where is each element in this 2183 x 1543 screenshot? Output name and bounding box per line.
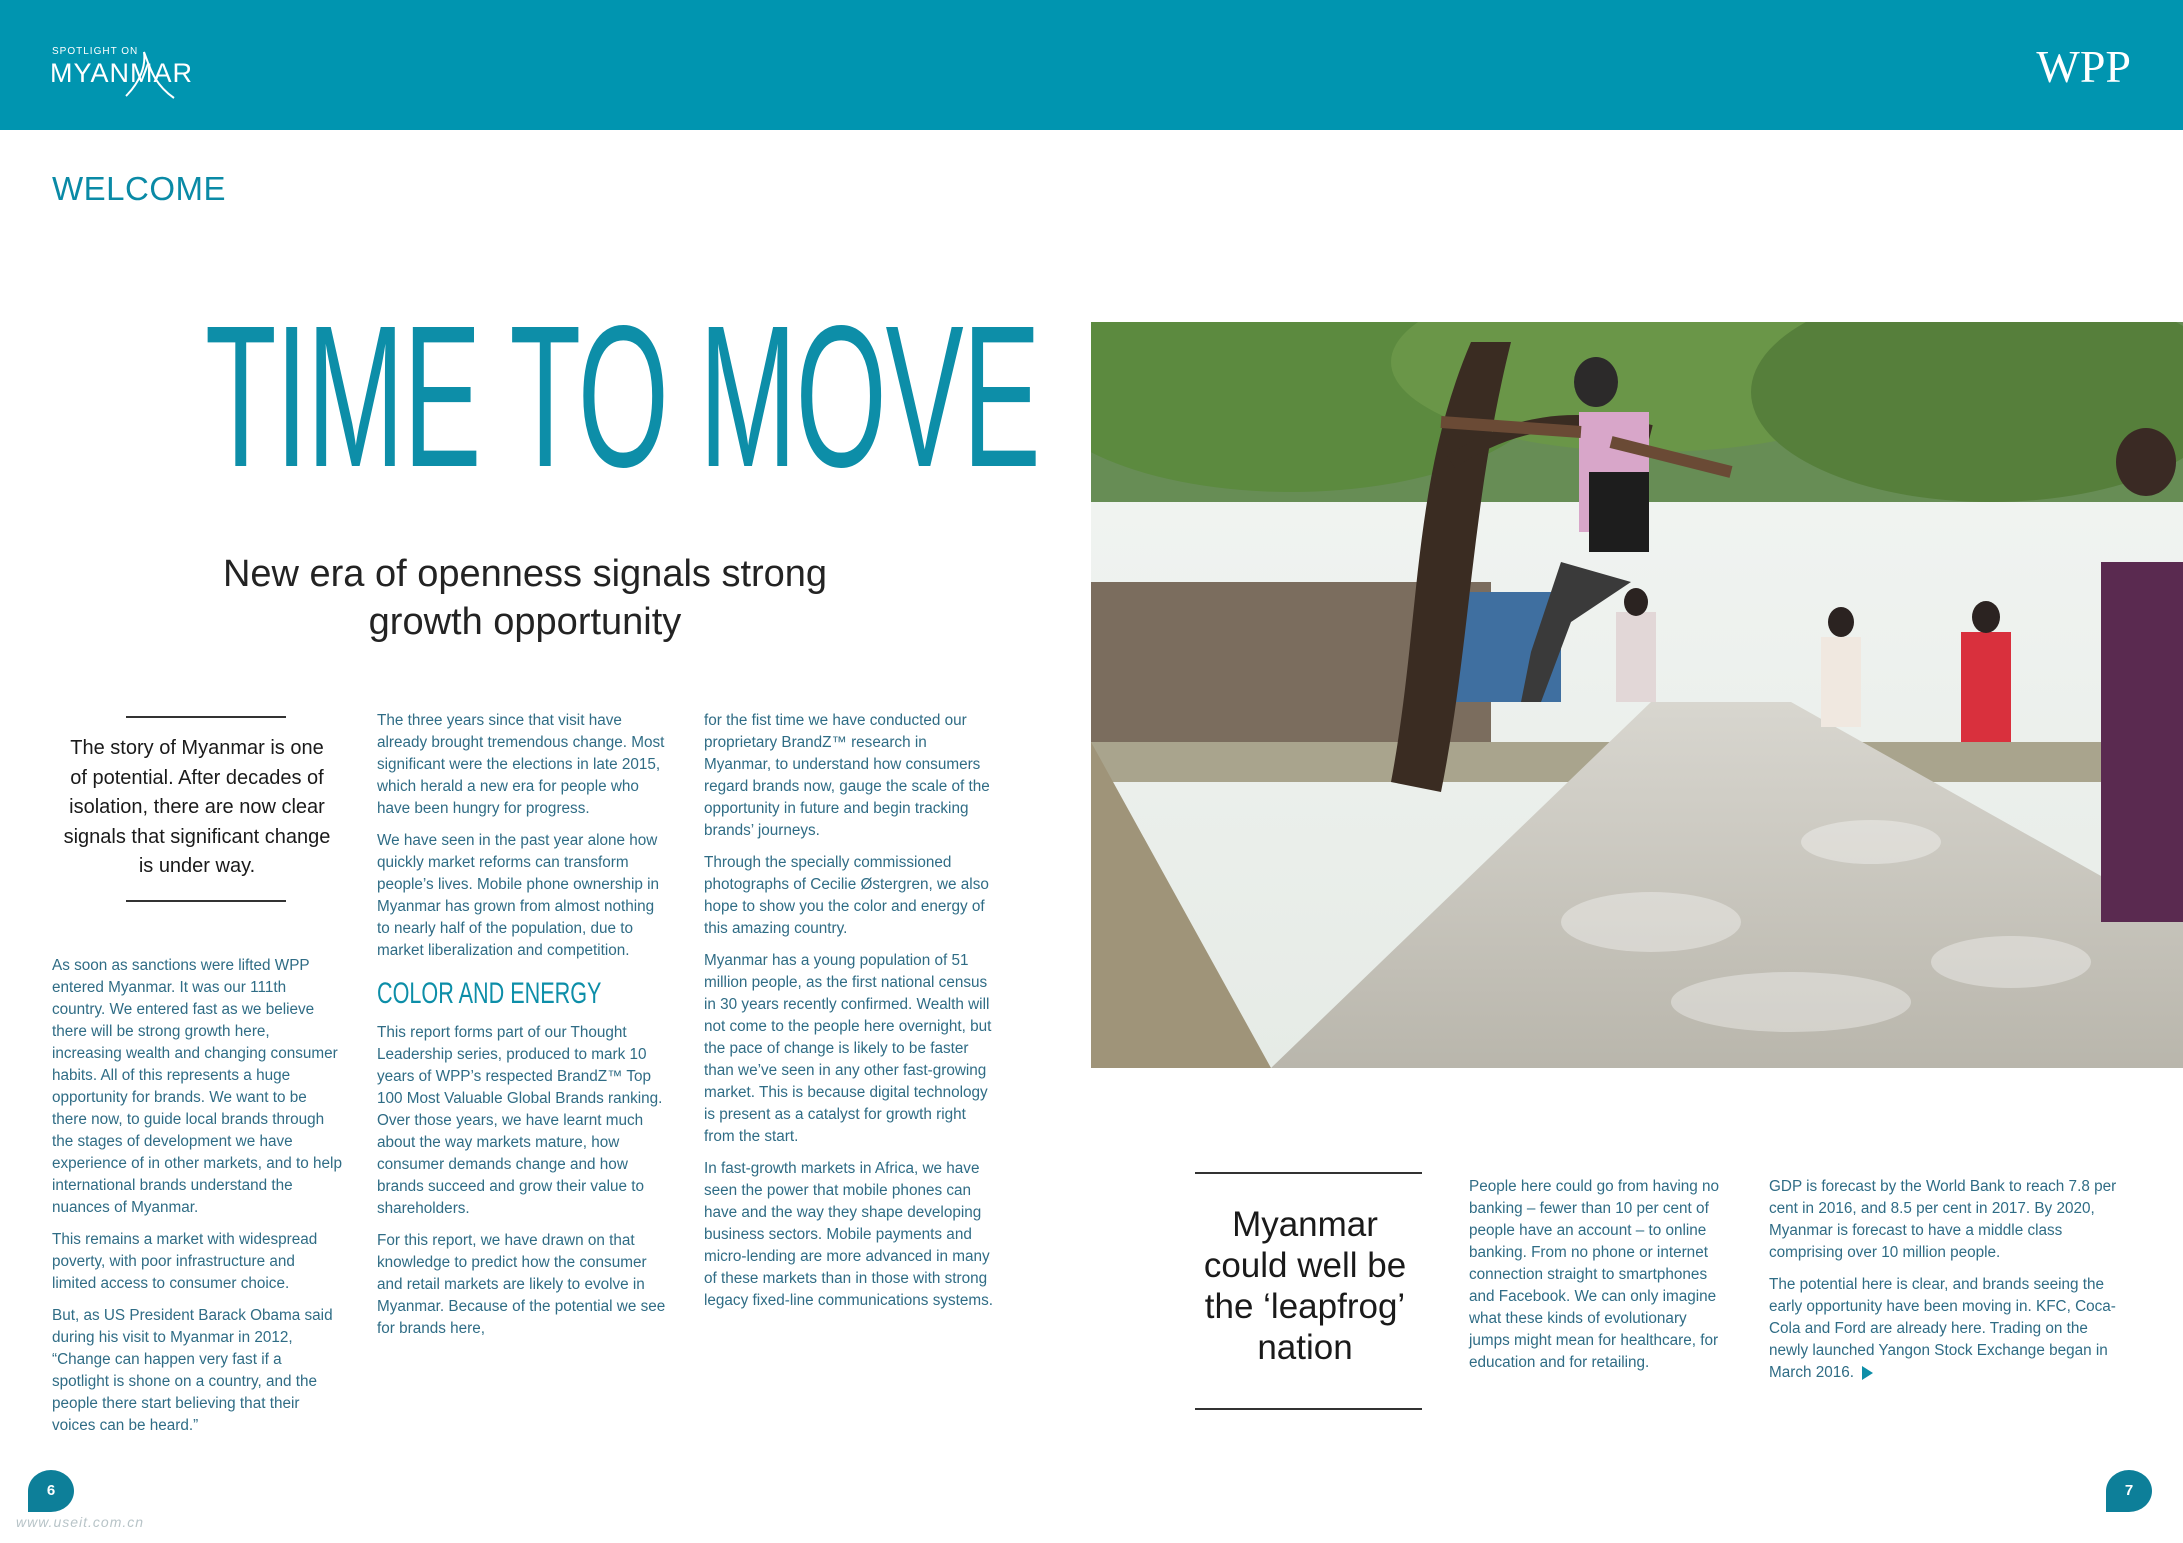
paragraph-text: The potential here is clear, and brands seeing the early opportunity have been moving in. KFC, Coca-Cola and Ford are already here. Trading on the newly launched Yangon Stock Exchange began in March 2016. (1769, 1276, 2116, 1381)
divider (1195, 1172, 1422, 1174)
paragraph: This remains a market with widespread poverty, with poor infrastructure and limited access to consumer choice. (52, 1231, 318, 1292)
paragraph: The three years since that visit have already brought tremendous change. Most significant were the elections in late 2015, which herald a new era for people who have been hungry for progress. (377, 712, 665, 817)
divider (126, 900, 286, 902)
paragraph: This report forms part of our Thought Leadership series, produced to mark 10 years of WPP’s respected BrandZ™ Top 100 Most Valuable Global Brands ranking. Over those years, we have learnt much about the way markets mature, how consumer demands change and how brands succeed and grow their value to shareholders. (377, 1024, 663, 1217)
paragraph: GDP is forecast by the World Bank to reach 7.8 per cent in 2016, and 8.5 per cent in 2017. By 2020, Myanmar is forecast to have a middle class comprising over 10 million people. (1769, 1178, 2117, 1261)
logo-tagline: SPOTLIGHT ON (52, 46, 139, 57)
body-column-2 (377, 710, 667, 1350)
pull-quote: Myanmar could well be the ‘leapfrog’ nation (1203, 1205, 1407, 1367)
divider (126, 716, 286, 718)
header-bar (0, 0, 2183, 130)
paragraph: Myanmar has a young population of 51 million people, as the first national census in 30 years recently confirmed. Wealth will not come to the people here overnight, but the pace of change is likely to be faster than we’ve seen in any other fast-growing market. This is because digital technology is present as a catalyst for growth right from the start. (704, 952, 992, 1145)
paragraph: In fast-growth markets in Africa, we have seen the power that mobile phones can have and the way they shape developing business sectors. Mobile payments and micro-lending are more advanced in many of these markets than in those with strong legacy fixed-line communications systems. (704, 1160, 994, 1309)
wpp-logo: WPP (2036, 41, 2131, 92)
paragraph (1769, 1274, 2119, 1384)
continue-arrow-icon[interactable] (1862, 1366, 1873, 1380)
photo-illustration (1091, 322, 2183, 1068)
headline: TIME TO MOVE (205, 283, 1040, 509)
body-column-5 (1769, 1176, 2119, 1394)
section-label: WELCOME (52, 170, 227, 207)
body-column-1 (52, 955, 342, 1447)
paragraph: But, as US President Barack Obama said during his visit to Myanmar in 2012, “Change can happen very fast if a spotlight is shone on a country, and the people there start believing that their voices can be heard.” (52, 1307, 333, 1434)
body-column-3 (704, 710, 994, 1322)
page-number-left: 6 (28, 1470, 74, 1512)
subheadline: New era of openness signals strong growth opportunity (222, 553, 828, 643)
hero-photo (1091, 322, 2183, 1068)
pull-quote: The story of Myanmar is one of potential. After decades of isolation, there are now clear signals that significant change is under way. (63, 737, 331, 877)
paragraph: We have seen in the past year alone how quickly market reforms can transform people’s lives. Mobile phone ownership in Myanmar has grown from almost nothing to nearly half of the population, due to market liberalization and competition. (377, 832, 660, 959)
paragraph: People here could go from having no banking – fewer than 10 per cent of people have an account – to online banking. From no phone or internet connection straight to smartphones and Facebook. We can only imagine what these kinds of evolutionary jumps might mean for healthcare, for education and for retailing. (1469, 1178, 1720, 1371)
paragraph: For this report, we have drawn on that knowledge to predict how the consumer and retail markets are likely to evolve in Myanmar. Because of the potential we see for brands here, (377, 1232, 666, 1337)
paragraph: for the fist time we have conducted our proprietary BrandZ™ research in Myanmar, to understand how consumers regard brands now, gauge the scale of the opportunity in future and begin tracking brands’ journeys. (704, 712, 990, 839)
page-number-right: 7 (2106, 1470, 2152, 1512)
logo-swoosh-icon (120, 48, 180, 108)
divider (1195, 1408, 1422, 1410)
paragraph: As soon as sanctions were lifted WPP entered Myanmar. It was our 111th country. We entered fast as we believe there will be strong growth here, increasing wealth and changing consumer habits. All of this represents a huge opportunity for brands. We want to be there now, to guide local brands through the stages of development we have experience of in other markets, and to help international brands understand the nuances of Myanmar. (52, 957, 342, 1216)
body-column-4 (1469, 1176, 1731, 1384)
paragraph: Through the specially commissioned photographs of Cecilie Østergren, we also hope to show you the color and energy of this amazing country. (704, 854, 989, 937)
watermark: www.useit.com.cn (16, 1514, 145, 1530)
section-subheading: COLOR AND ENERGY (377, 977, 602, 1010)
logo-wordmark: MYANMAR (50, 58, 194, 88)
